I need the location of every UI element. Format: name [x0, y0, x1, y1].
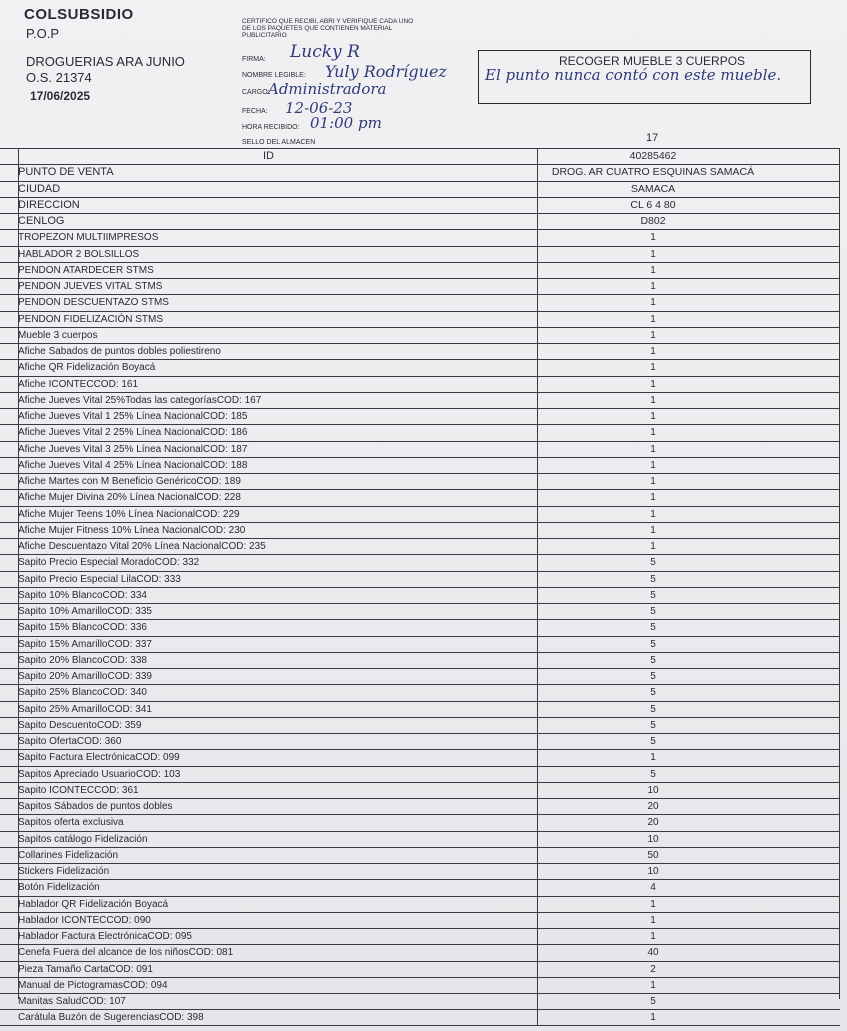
row-value: 5 [650, 589, 656, 601]
row-label: Hablador ICONTECCOD: 090 [0, 913, 538, 928]
table-row [0, 376, 840, 392]
table-row [0, 424, 840, 440]
table-row [0, 359, 840, 375]
table-row [0, 327, 840, 343]
row-label: Afiche Jueves Vital 2 25% Línea NacionalCOD: 186 [0, 425, 538, 440]
note-box [478, 50, 811, 104]
table-row [0, 441, 840, 457]
row-label: Cenefa Fuera del alcance de los niñosCOD: 081 [0, 945, 538, 960]
fecha-value: 12-06-23 [285, 99, 353, 117]
row-value: 5 [650, 654, 656, 666]
row-label: Sapito Precio Especial MoradoCOD: 332 [0, 555, 538, 570]
row-label: Hablador QR Fidelización Boyacá [0, 897, 538, 912]
table-row [0, 246, 840, 262]
row-label: Hablador Factura ElectrónicaCOD: 095 [0, 929, 538, 944]
row-label: TROPEZON MULTIIMPRESOS [0, 230, 538, 245]
row-label: PENDON DESCUENTAZO STMS [0, 295, 538, 310]
table-row [0, 311, 840, 327]
row-value: 1 [650, 264, 656, 276]
row-value: 4 [650, 882, 656, 894]
row-value: 1 [650, 492, 656, 504]
row-value: 5 [650, 768, 656, 780]
row-label: Sapitos Apreciado UsuarioCOD: 103 [0, 767, 538, 782]
row-value: 20 [647, 817, 659, 829]
row-value: 1 [650, 443, 656, 455]
table-row [0, 977, 840, 993]
table-row [0, 749, 840, 765]
row-label: Afiche Descuentazo Vital 20% Línea NacionalCOD: 235 [0, 539, 538, 554]
row-value: SAMACA [630, 182, 676, 195]
table-row [0, 684, 840, 700]
row-label: Sapito 20% AmarilloCOD: 339 [0, 669, 538, 684]
row-value: 5 [650, 606, 656, 617]
row-value: 50 [647, 849, 659, 861]
row-value: 1 [650, 346, 656, 357]
note-handwritten: El punto nunca contó con este mueble. [485, 66, 782, 84]
table-row [0, 522, 840, 538]
table-row [0, 993, 840, 1009]
row-label: Afiche Jueves Vital 4 25% Línea NacionalCOD: 188 [0, 458, 538, 473]
row-label: Afiche ICONTECCOD: 161 [0, 377, 538, 392]
row-value: D802 [640, 215, 666, 227]
sello-label: SELLO DEL ALMACEN [242, 139, 316, 146]
row-value: 1 [650, 378, 656, 390]
row-label: Sapito 10% AmarilloCOD: 335 [0, 604, 538, 619]
order-number: O.S. 21374 [26, 70, 92, 85]
table-row [0, 912, 840, 928]
table-row [0, 636, 840, 652]
row-label: PUNTO DE VENTA [0, 165, 538, 180]
table-row [0, 733, 840, 749]
row-value: 1 [650, 248, 656, 260]
row-label: Afiche Jueves Vital 3 25% Línea NacionalCOD: 187 [0, 442, 538, 457]
table-row [0, 408, 840, 424]
row-value: 1 [650, 411, 656, 422]
table-row [0, 879, 840, 895]
row-value: 1 [650, 362, 656, 374]
table-row [0, 1009, 840, 1025]
row-label: ID [0, 149, 538, 164]
row-value: 5 [650, 638, 656, 650]
row-label: HABLADOR 2 BOLSILLOS [0, 247, 538, 262]
cargo-label: CARGO: [242, 89, 270, 96]
row-value: 5 [650, 622, 656, 634]
nombre-value: Yuly Rodríguez [325, 62, 447, 81]
table-row [0, 701, 840, 717]
row-value: 1 [650, 931, 656, 942]
row-label: Afiche Mujer Teens 10% Línea NacionalCOD: 229 [0, 507, 538, 522]
row-value: 1 [650, 1012, 656, 1024]
row-label: Afiche Mujer Divina 20% Línea NacionalCOD: 228 [0, 490, 538, 505]
header-row [0, 213, 840, 229]
row-label: Sapito 20% BlancoCOD: 338 [0, 653, 538, 668]
row-value: 1 [650, 979, 656, 991]
table-row [0, 262, 840, 278]
row-label: Afiche Martes con M Beneficio GenéricoCOD: 189 [0, 474, 538, 489]
table-row [0, 717, 840, 733]
fecha-label: FECHA: [242, 108, 268, 115]
drogueria-label: DROGUERIAS ARA JUNIO [26, 54, 185, 69]
row-value: 5 [650, 719, 656, 731]
table-row [0, 343, 840, 359]
row-value: 1 [650, 524, 656, 536]
row-value: 20 [647, 801, 659, 812]
table-row [0, 457, 840, 473]
certificate-text: CERTIFICO QUE RECIBI, ABRI Y VERIFIQUE CADA UNO DE LOS PAQUETES QUE CONTIENEN MATERIAL PUBLICITARIO [242, 18, 414, 39]
firma-signature: Lucky R [290, 42, 360, 62]
company-name: COLSUBSIDIO [24, 6, 134, 23]
table-row [0, 571, 840, 587]
row-value: 1 [650, 459, 656, 471]
row-label: Afiche Jueves Vital 1 25% Línea NacionalCOD: 185 [0, 409, 538, 424]
row-label: PENDON FIDELIZACIÓN STMS [0, 312, 538, 327]
row-value: 10 [647, 784, 659, 796]
header-row [0, 148, 840, 164]
row-value: 1 [650, 394, 656, 406]
row-label: Sapito DescuentoCOD: 359 [0, 718, 538, 733]
table-row [0, 668, 840, 684]
sheet-number: 17 [646, 132, 659, 144]
row-label: Carátula Buzón de SugerenciasCOD: 398 [0, 1010, 538, 1024]
row-value: 10 [647, 833, 659, 845]
firma-label: FIRMA: [242, 56, 266, 63]
row-label: Sapito 15% AmarilloCOD: 337 [0, 637, 538, 652]
nombre-label: NOMBRE LEGIBLE: [242, 72, 306, 79]
table-row [0, 554, 840, 570]
row-value: 1 [650, 427, 656, 439]
hora-label: HORA RECIBIDO: [242, 124, 300, 131]
table-row [0, 489, 840, 505]
row-label: Manual de PictogramasCOD: 094 [0, 978, 538, 993]
table-row [0, 782, 840, 798]
row-label: Stickers Fidelización [0, 864, 538, 879]
row-value: 5 [650, 687, 656, 699]
row-label: Sapito 15% BlancoCOD: 336 [0, 620, 538, 635]
row-label: Sapito Factura ElectrónicaCOD: 099 [0, 750, 538, 765]
row-label: Afiche QR Fidelización Boyacá [0, 360, 538, 375]
table-row [0, 278, 840, 294]
row-label: Afiche Mujer Fitness 10% Línea NacionalCOD: 230 [0, 523, 538, 538]
note-title: RECOGER MUEBLE 3 CUERPOS [559, 54, 746, 68]
table-row [0, 229, 840, 245]
table-row [0, 603, 840, 619]
row-value: 10 [647, 866, 659, 877]
row-value: 1 [650, 752, 656, 764]
row-value: 5 [650, 671, 656, 682]
row-label: Sapito Precio Especial LilaCOD: 333 [0, 572, 538, 587]
row-value: 1 [650, 313, 656, 325]
table-row [0, 928, 840, 944]
table-row [0, 619, 840, 635]
table-row [0, 473, 840, 489]
row-value: DROG. AR CUATRO ESQUINAS SAMACÁ [551, 166, 755, 179]
row-value: 2 [650, 963, 656, 975]
row-label: Pieza Tamaño CartaCOD: 091 [0, 962, 538, 977]
row-label: Sapito 25% AmarilloCOD: 341 [0, 702, 538, 717]
table-row [0, 831, 840, 847]
row-value: 40 [647, 947, 659, 959]
table-row [0, 814, 840, 830]
row-label: Afiche Jueves Vital 25%Todas las categoríasCOD: 167 [0, 393, 538, 408]
row-label: Sapito OfertaCOD: 360 [0, 734, 538, 749]
row-value: 1 [650, 541, 656, 552]
header-row [0, 197, 840, 213]
row-value: 5 [650, 736, 656, 747]
row-value: 40285462 [629, 150, 677, 162]
row-label: Sapito 25% BlancoCOD: 340 [0, 685, 538, 700]
row-label: Afiche Sabados de puntos dobles poliestireno [0, 344, 538, 359]
row-label: Botón Fidelización [0, 880, 538, 895]
row-value: 5 [650, 703, 656, 715]
row-label: PENDON ATARDECER STMS [0, 263, 538, 278]
row-label: Sapitos oferta exclusiva [0, 815, 538, 830]
row-label: Collarines Fidelización [0, 848, 538, 863]
header-row [0, 164, 840, 180]
row-label: CIUDAD [0, 182, 538, 197]
table-row [0, 587, 840, 603]
row-label: DIRECCION [0, 198, 538, 213]
row-label: Sapitos catálogo Fidelización [0, 832, 538, 847]
row-value: 1 [650, 914, 656, 926]
row-label: CENLOG [0, 214, 538, 229]
table-row [0, 506, 840, 522]
table-row [0, 847, 840, 863]
row-value: 5 [650, 573, 656, 585]
table-row [0, 944, 840, 960]
table-row [0, 896, 840, 912]
row-label: Manitas SaludCOD: 107 [0, 994, 538, 1009]
row-value: 1 [650, 281, 656, 292]
row-label: Sapito ICONTECCOD: 361 [0, 783, 538, 798]
row-label: PENDON JUEVES VITAL STMS [0, 279, 538, 294]
table-row [0, 798, 840, 814]
row-value: 1 [650, 508, 656, 520]
row-value: 1 [650, 232, 656, 244]
row-value: 1 [650, 898, 656, 910]
header-row [0, 181, 840, 197]
row-value: 1 [650, 297, 656, 309]
row-label: Sapitos Sábados de puntos dobles [0, 799, 538, 814]
table-row [0, 294, 840, 310]
table-row [0, 961, 840, 977]
table-row [0, 652, 840, 668]
row-value: 5 [650, 557, 656, 569]
row-value: 5 [650, 996, 656, 1007]
row-value: 1 [650, 329, 656, 341]
table-row [0, 538, 840, 554]
table-row [0, 863, 840, 879]
table-row [0, 766, 840, 782]
pop-label: P.O.P [26, 26, 60, 41]
hora-value: 01:00 pm [310, 114, 382, 132]
delivery-table [0, 148, 840, 1026]
table-row [0, 392, 840, 408]
row-label: Sapito 10% BlancoCOD: 334 [0, 588, 538, 603]
row-label: Mueble 3 cuerpos [0, 328, 538, 343]
row-value: CL 6 4 80 [630, 198, 676, 211]
cargo-value: Administradora [268, 80, 387, 98]
document-date: 17/06/2025 [30, 89, 91, 103]
row-value: 1 [650, 476, 656, 487]
